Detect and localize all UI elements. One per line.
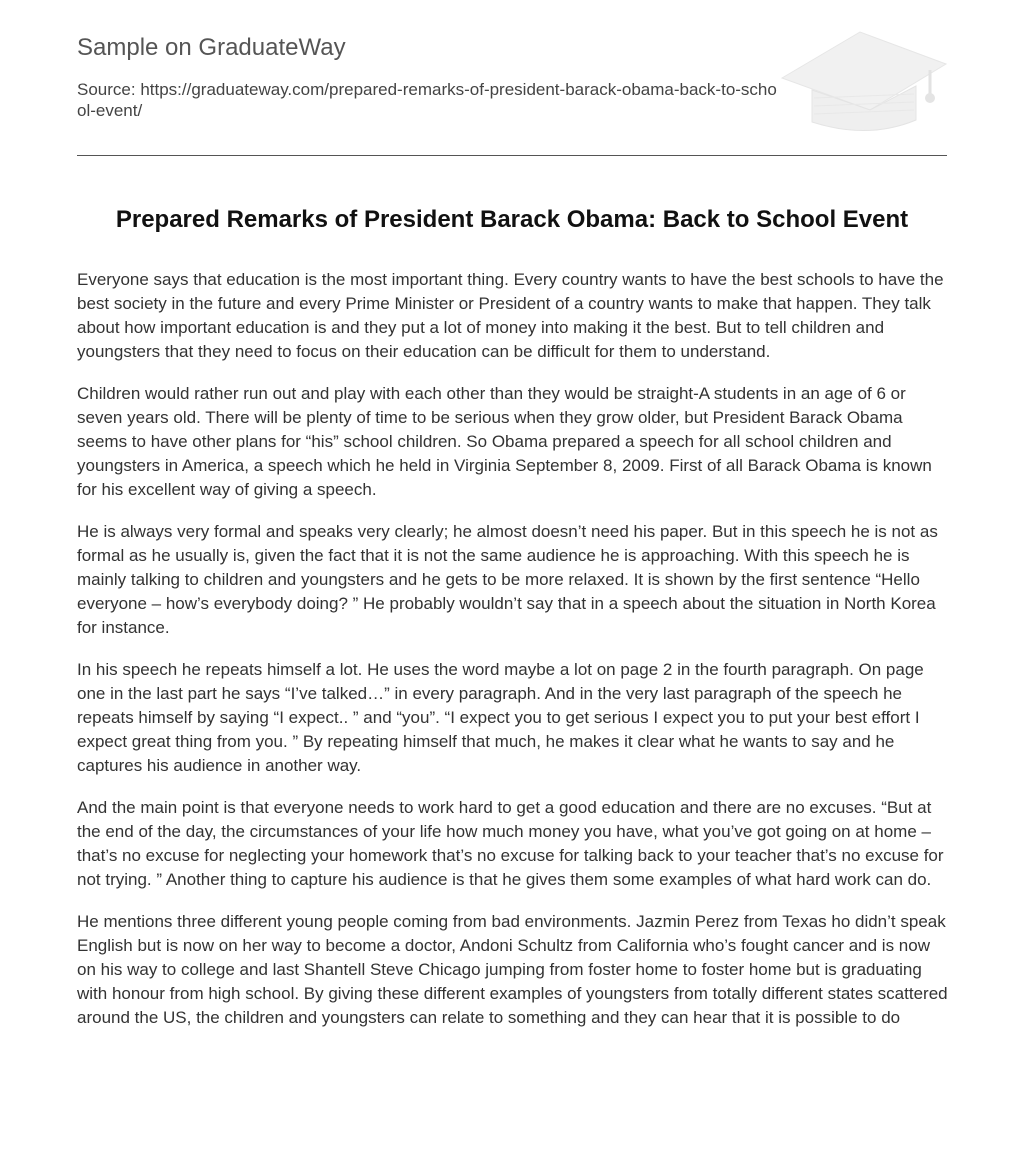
source-line <box>77 79 777 121</box>
document-body <box>77 268 952 1048</box>
graduation-cap-icon <box>780 28 950 136</box>
paragraph: And the main point is that everyone needs to work hard to get a good education and there are no excuses. “But at the end of the day, the circumstances of your life how much money you have, what you’ve got going on at home – that’s no excuse for neglecting your homework that’s no excuse for talking back to your teacher that’s no excuse for not trying. ” Another thing to capture his audience is that he gives them some examples of what hard work can do. <box>77 798 944 889</box>
site-title: Sample on GraduateWay <box>77 34 346 61</box>
paragraph: Everyone says that education is the most important thing. Every country wants to have the best schools to have the best society in the future and every Prime Minister or President of a country wants to make that happen. They talk about how important education is and they put a lot of money into making it the best. But to tell children and youngsters that they need to focus on their education can be difficult for them to understand. <box>77 270 944 361</box>
document-title: Prepared Remarks of President Barack Obama: Back to School Event <box>115 206 909 233</box>
header-divider <box>77 155 947 156</box>
source-link[interactable]: https://graduateway.com/prepared-remarks-of-president-barack-obama-back-to-school-event/ <box>77 80 777 120</box>
paragraph: In his speech he repeats himself a lot. He uses the word maybe a lot on page 2 in the fourth paragraph. On page one in the last part he says “I’ve talked…” in every paragraph. And in the very last paragraph of the speech he repeats himself by saying “I expect.. ” and “you”. “I expect you to get serious I expect you to put your best effort I expect great thing from you. ” By repeating himself that much, he makes it clear what he wants to say and he captures his audience in another way. <box>77 660 924 775</box>
source-label: Source: <box>77 80 136 99</box>
paragraph: He is always very formal and speaks very clearly; he almost doesn’t need his paper. But in this speech he is not as formal as he usually is, given the fact that it is not the same audience he is approaching. With this speech he is mainly talking to children and youngsters and he gets to be more relaxed. It is shown by the first sentence “Hello everyone – how’s everybody doing? ” He probably wouldn’t say that in a speech about the situation in North Korea for instance. <box>77 522 938 637</box>
paragraph: He mentions three different young people coming from bad environments. Jazmin Perez from Texas ho didn’t speak English but is now on her way to become a doctor, Andoni Schultz from California who’s fought cancer and is now on his way to college and last Shantell Steve Chicago jumping from foster home to foster home but is graduating with honour from high school. By giving these different examples of youngsters from totally different states scattered around the US, the children and youngsters can relate to something and they can hear that it is possible to do <box>77 912 948 1027</box>
paragraph: Children would rather run out and play with each other than they would be straight-A students in an age of 6 or seven years old. There will be plenty of time to be serious when they grow older, but President Barack Obama seems to have other plans for “his” school children. So Obama prepared a speech for all school children and youngsters in America, a speech which he held in Virginia September 8, 2009. First of all Barack Obama is known for his excellent way of giving a speech. <box>77 384 932 499</box>
header <box>77 0 947 156</box>
